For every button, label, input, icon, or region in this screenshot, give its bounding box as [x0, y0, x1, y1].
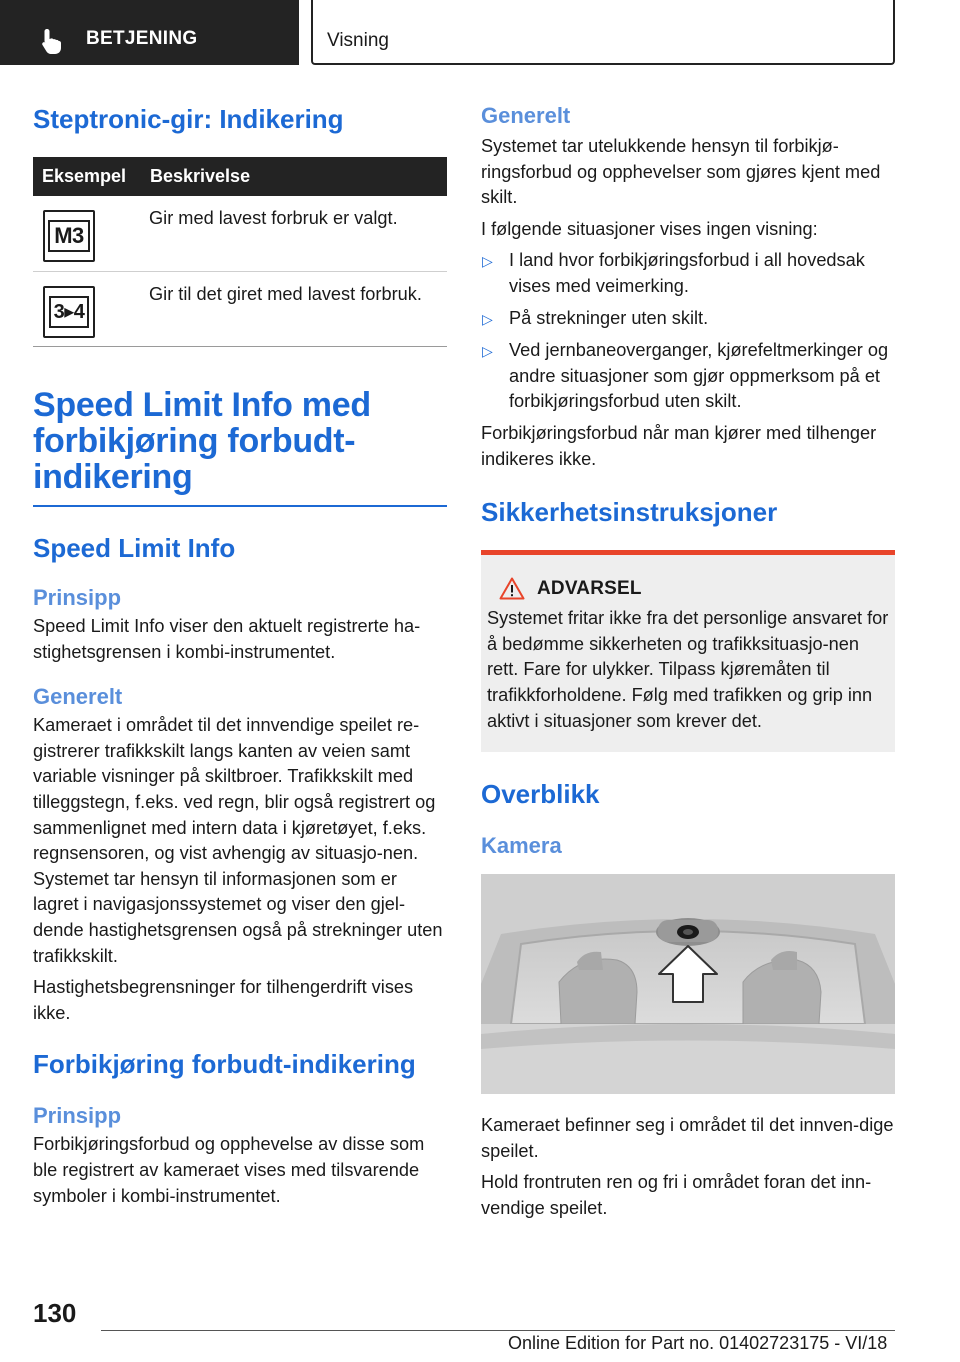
left-column — [33, 96, 447, 1209]
generelt-heading: Generelt — [33, 684, 123, 710]
list-item: ▷ I land hvor forbikjøringsforbud i all hovedsak vises med veimerking. — [481, 248, 895, 299]
table-cell-description: Gir med lavest forbruk er valgt. — [149, 208, 398, 228]
prinsipp-text: Speed Limit Info viser den aktuelt registrerte ha-stighetsgrensen i kombi-instrumentet. — [33, 616, 421, 662]
table-header — [33, 157, 447, 196]
warning-box — [481, 550, 895, 752]
list-item: ▷ Ved jernbaneoverganger, kjørefeltmerkinger og andre situasjoner som gjør oppmerksom på et forbikjøringsforbud uten skilt. — [481, 338, 895, 415]
warning-text: Systemet fritar ikke fra det personlige ansvaret for å bedømme sikkerheten og trafikksituasjo-nen rett. Fare for ulykker. Tilpass kjøremåten til trafikkforholdene. Følg med trafikken og grip inn aktivt i situasjoner som krever det. — [487, 608, 889, 731]
main-heading: Speed Limit Info med forbikjøring forbudt- indikering — [33, 386, 371, 496]
page-number: 130 — [33, 1298, 77, 1328]
forbikjoring-heading: Forbikjøring forbudt-indikering — [33, 1049, 416, 1080]
trailer-note: Forbikjøringsforbud når man kjører med tilhenger indikeres ikke. — [481, 422, 877, 469]
chapter-tab — [311, 0, 895, 65]
footer-divider — [101, 1330, 895, 1331]
prinsipp-heading: Prinsipp — [33, 585, 122, 610]
bullet-list — [481, 248, 895, 415]
table-header-description: Beskrivelse — [150, 166, 251, 186]
safety-heading: Sikkerhetsinstruksjoner — [481, 497, 778, 528]
triangle-bullet-icon: ▷ — [482, 343, 493, 360]
prinsipp2-text: Forbikjøringsforbud og opphevelse av disse som ble registrert av kameraet vises med tilsvarende symboler i kombi-instrumentet. — [33, 1134, 425, 1206]
generelt-text-trailer: Hastighetsbegrensninger for tilhengerdrift vises ikke. — [33, 977, 414, 1023]
camera-caption: Kameraet befinner seg i området til det innven-dige speilet. — [481, 1115, 894, 1161]
no-display-intro: I følgende situasjoner vises ingen visning: — [481, 218, 818, 239]
edition-label: Online Edition for Part no. 01402723175 - VI/18 — [508, 1333, 888, 1353]
table-header-example: Eksempel — [42, 166, 127, 186]
list-item: ▷ På strekninger uten skilt. — [481, 306, 895, 333]
section-header — [0, 0, 299, 65]
gear-symbol-upshift: 3▸4 — [43, 286, 95, 338]
triangle-bullet-icon: ▷ — [482, 253, 493, 270]
gear-indicator-table — [33, 157, 447, 347]
triangle-bullet-icon: ▷ — [482, 310, 493, 327]
overblikk-heading: Overblikk — [481, 779, 600, 810]
generelt2-heading: Generelt — [481, 103, 571, 128]
warning-triangle-icon — [499, 577, 525, 600]
generelt2-text: Systemet tar utelukkende hensyn til forbikjø-ringsforbud og opphevelser som gjøres kjent med skilt. — [481, 136, 881, 208]
kamera-heading: Kamera — [481, 833, 562, 859]
sli-heading: Speed Limit Info — [33, 533, 236, 563]
steptronic-heading: Steptronic-gir: Indikering — [33, 104, 344, 134]
right-column — [481, 96, 895, 1221]
generelt-text: Kameraet i området til det innvendige speilet re-gistrerer trafikkskilt langs kanten av veien samt variable visninger på skiltbroer. Trafikkskilt med tilleggstegn, f.eks. ved regn, blir også registrert og sammenlignet med intern data i kjøretøyet, f.eks. regnsensoren, og vist avhengig av situasjo-nen. Systemet tar hensyn til informasjonen som er lagret i navigasjonssystemet og viser den gjel-dende hastighetsgrensen også på strekninger uten trafikkskilt. — [33, 715, 443, 966]
table-cell-description: Gir til det giret med lavest forbruk. — [149, 284, 422, 304]
gear-symbol-m3: M3 — [43, 210, 95, 262]
table-row — [33, 196, 447, 272]
chapter-title: Visning — [327, 30, 389, 51]
prinsipp2-heading: Prinsipp — [33, 1103, 122, 1129]
camera-caption-note: Hold frontruten ren og fri i området foran det inn-vendige speilet. — [481, 1172, 872, 1218]
section-label: BETJENING — [86, 28, 198, 49]
camera-location-image — [481, 874, 895, 1094]
heading-divider — [33, 505, 447, 507]
table-row — [33, 272, 447, 347]
hand-pointer-icon — [38, 26, 68, 56]
warning-title: ADVARSEL — [537, 577, 642, 599]
